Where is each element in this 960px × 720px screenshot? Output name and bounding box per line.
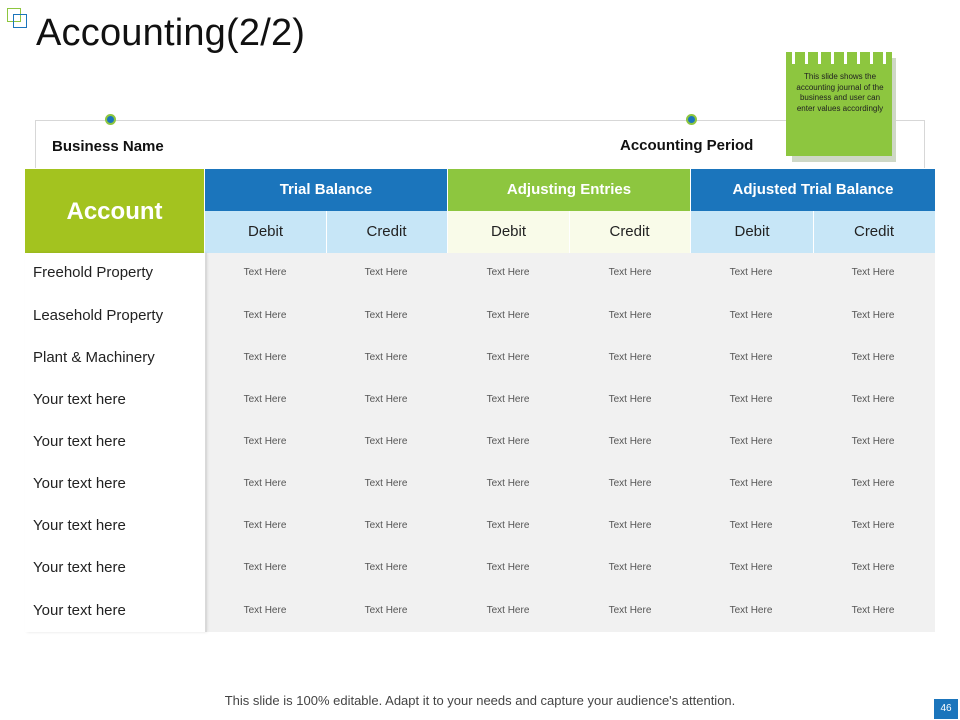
table-cell: Text Here — [364, 520, 408, 531]
footer-text: This slide is 100% editable. Adapt it to your needs and capture your audience's attention. — [224, 693, 736, 708]
table-cell: Text Here — [243, 267, 287, 278]
row-label: Your text here — [33, 433, 126, 450]
marker-dot-icon — [686, 114, 697, 125]
table-cell: Text Here — [729, 436, 773, 447]
table-cell: Text Here — [851, 478, 895, 489]
table-cell: Text Here — [608, 267, 652, 278]
table-cell: Text Here — [729, 520, 773, 531]
table-cell: Text Here — [486, 520, 530, 531]
table-cell: Text Here — [729, 562, 773, 573]
table-cell: Text Here — [851, 562, 895, 573]
table-cell: Text Here — [851, 352, 895, 363]
row-label: Freehold Property — [33, 264, 154, 281]
subheader-credit: Credit — [813, 211, 935, 253]
table-cell: Text Here — [729, 478, 773, 489]
table-cell: Text Here — [364, 478, 408, 489]
table-cell: Text Here — [851, 267, 895, 278]
row-label: Your text here — [33, 391, 126, 408]
row-label: Your text here — [33, 475, 126, 492]
table-cell: Text Here — [608, 605, 652, 616]
table-cell: Text Here — [364, 352, 408, 363]
table-cell: Text Here — [608, 520, 652, 531]
account-header — [25, 169, 204, 253]
spiral-holes-icon — [786, 52, 892, 64]
table-cell: Text Here — [243, 520, 287, 531]
table-cell: Text Here — [729, 267, 773, 278]
table-cell: Text Here — [364, 436, 408, 447]
subheader-debit: Debit — [448, 211, 569, 253]
sticky-note — [786, 52, 896, 162]
group-header-trial-balance: Trial Balance — [205, 169, 447, 211]
group-header-adjusting-entries: Adjusting Entries — [448, 169, 690, 211]
table-cell: Text Here — [608, 310, 652, 321]
table-cell: Text Here — [608, 478, 652, 489]
table-cell: Text Here — [243, 352, 287, 363]
subheader-credit: Credit — [569, 211, 690, 253]
table-cell: Text Here — [243, 478, 287, 489]
subheader-debit: Debit — [205, 211, 326, 253]
note-text: This slide shows the accounting journal of the business and user can enter values accordingly — [796, 72, 884, 113]
table-cell: Text Here — [851, 520, 895, 531]
table-cell: Text Here — [364, 267, 408, 278]
row-label: Your text here — [33, 602, 126, 619]
subheader-credit: Credit — [326, 211, 447, 253]
subheader-debit: Debit — [691, 211, 813, 253]
accounting-period-label: Accounting Period — [620, 137, 754, 154]
table-cell: Text Here — [364, 394, 408, 405]
table-cell: Text Here — [243, 605, 287, 616]
table-cell: Text Here — [729, 310, 773, 321]
table-cell: Text Here — [729, 394, 773, 405]
table-cell: Text Here — [486, 478, 530, 489]
table-cell: Text Here — [243, 310, 287, 321]
marker-dot-icon — [105, 114, 116, 125]
table-cell: Text Here — [486, 436, 530, 447]
table-cell: Text Here — [486, 562, 530, 573]
table-cell: Text Here — [486, 310, 530, 321]
page-number: 46 — [934, 699, 958, 719]
table-cell: Text Here — [243, 436, 287, 447]
table-cell: Text Here — [851, 436, 895, 447]
corner-logo-icon — [7, 8, 29, 30]
row-label: Your text here — [33, 517, 126, 534]
table-cell: Text Here — [729, 605, 773, 616]
table-cell: Text Here — [486, 605, 530, 616]
table-cell: Text Here — [608, 394, 652, 405]
table-cell: Text Here — [364, 310, 408, 321]
row-label: Leasehold Property — [33, 307, 164, 324]
table-cell: Text Here — [608, 436, 652, 447]
row-label: Plant & Machinery — [33, 349, 155, 366]
table-cell: Text Here — [486, 394, 530, 405]
table-cell: Text Here — [851, 394, 895, 405]
table-cell: Text Here — [608, 562, 652, 573]
table-cell: Text Here — [364, 605, 408, 616]
table-cell: Text Here — [851, 605, 895, 616]
group-header-adjusted-trial-balance: Adjusted Trial Balance — [691, 169, 935, 211]
business-name-label: Business Name — [52, 138, 164, 155]
table-cell: Text Here — [243, 562, 287, 573]
account-header-label: Account — [66, 198, 163, 225]
row-label: Your text here — [33, 559, 126, 576]
table-cell: Text Here — [486, 267, 530, 278]
table-cell: Text Here — [486, 352, 530, 363]
table-cell: Text Here — [608, 352, 652, 363]
table-cell: Text Here — [243, 394, 287, 405]
page-title: Accounting(2/2) — [36, 12, 306, 54]
table-cell: Text Here — [729, 352, 773, 363]
table-cell: Text Here — [364, 562, 408, 573]
table-cell: Text Here — [851, 310, 895, 321]
